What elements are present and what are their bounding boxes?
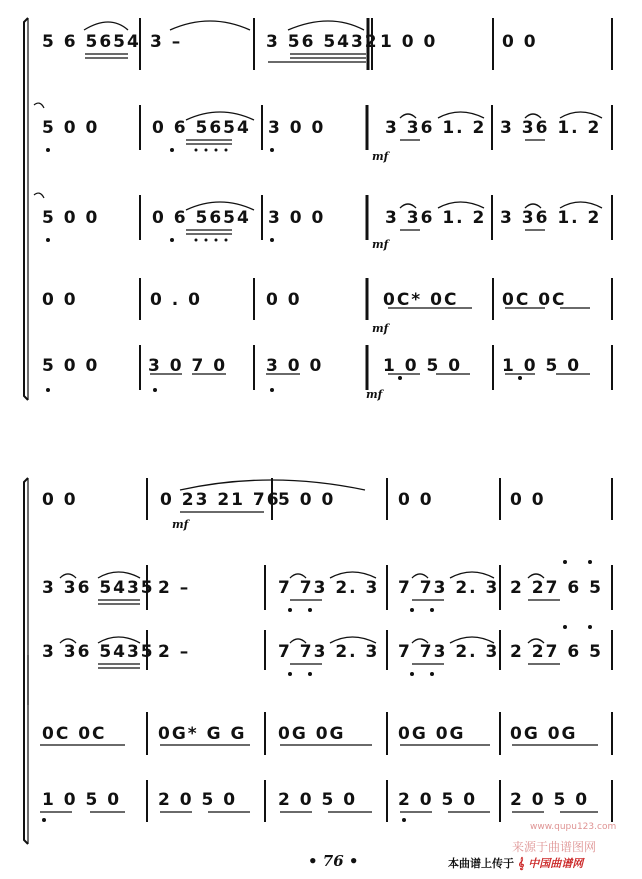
- s1-staff2-m3: 3 0 0: [268, 118, 326, 138]
- s2-staff2-m4: 7 73 2. 3: [398, 578, 500, 598]
- s2-staff2-m5: 2 27 6 5: [510, 578, 603, 598]
- s1-dynamic: mf: [366, 388, 383, 401]
- s2-dynamic: mf: [172, 518, 189, 531]
- s1-staff3-m2: 0 6 5654: [152, 208, 251, 228]
- s1-staff3-m1: 5 0 0: [42, 208, 100, 228]
- footer-note-text: 本曲谱上传于: [448, 857, 514, 870]
- page-number: • 76 •: [308, 852, 359, 870]
- s1-staff2-m4: 3 36 1. 2: [385, 118, 487, 138]
- s1-staff5-m2: 3 0 7 0: [148, 356, 228, 376]
- s2-staff5-m3: 2 0 5 0: [278, 790, 358, 810]
- s2-staff5-m2: 2 0 5 0: [158, 790, 238, 810]
- s2-staff3-m4: 7 73 2. 3: [398, 642, 500, 662]
- s2-staff5-m5: 2 0 5 0: [510, 790, 590, 810]
- s1-staff4-m1: 0 0: [42, 290, 78, 310]
- s1-staff5-m5: 1 0 5 0: [502, 356, 582, 376]
- s2-staff2-m1: 3 36 5435: [42, 578, 155, 598]
- s1-staff3-m5: 3 36 1. 2: [500, 208, 602, 228]
- s1-staff5-m4: 1 0 5 0: [383, 356, 463, 376]
- s2-staff4-m2: 0G* G G: [158, 724, 247, 744]
- treble-clef-icon: 𝄞: [517, 857, 525, 870]
- s1-dynamic: mf: [372, 238, 389, 251]
- s1-staff2-m2: 0 6 5654: [152, 118, 251, 138]
- s1-dynamic: mf: [372, 150, 389, 163]
- s1-staff1-m2: 3 –: [150, 32, 183, 52]
- watermark-line1: 来源于曲谱图网: [512, 840, 597, 854]
- s1-dynamic: mf: [372, 322, 389, 335]
- s2-staff1-m2: 0 23 21 76: [160, 490, 281, 510]
- s1-staff4-m2: 0 . 0: [150, 290, 202, 310]
- s2-staff2-m2: 2 –: [158, 578, 191, 598]
- s1-staff2-m1: 5 0 0: [42, 118, 100, 138]
- s2-staff5-m4: 2 0 5 0: [398, 790, 478, 810]
- s2-staff1-m4: 0 0: [398, 490, 434, 510]
- s2-staff3-m1: 3 36 5435: [42, 642, 155, 662]
- s2-staff5-m1: 1 0 5 0: [42, 790, 122, 810]
- s2-staff4-m5: 0G 0G: [510, 724, 578, 744]
- s2-staff3-m2: 2 –: [158, 642, 191, 662]
- s1-staff4-m3: 0 0: [266, 290, 302, 310]
- s2-staff4-m3: 0G 0G: [278, 724, 346, 744]
- watermark-line2: www.qupu123.com: [530, 822, 617, 832]
- s1-staff1-m1: 5 6 5654: [42, 32, 141, 52]
- s2-staff1-m5: 0 0: [510, 490, 546, 510]
- brand-name: 中国曲谱网: [528, 857, 584, 870]
- s2-staff4-m1: 0C 0C: [42, 724, 107, 744]
- s2-staff4-m4: 0G 0G: [398, 724, 466, 744]
- s1-staff5-m3: 3 0 0: [266, 356, 324, 376]
- s1-staff4-m4: 0C* 0C: [383, 290, 459, 310]
- s1-staff2-m5: 3 36 1. 2: [500, 118, 602, 138]
- s1-staff3-m4: 3 36 1. 2: [385, 208, 487, 228]
- s1-staff1-m4: 1 0 0: [380, 32, 438, 52]
- s2-staff3-m5: 2 27 6 5: [510, 642, 603, 662]
- s2-staff3-m3: 7 73 2. 3: [278, 642, 380, 662]
- s1-staff5-m1: 5 0 0: [42, 356, 100, 376]
- s1-staff1-m3: 3 56 5432: [266, 32, 379, 52]
- s1-staff3-m3: 3 0 0: [268, 208, 326, 228]
- s1-staff1-m5: 0 0: [502, 32, 538, 52]
- footer-note: [448, 855, 583, 871]
- s1-staff4-m5: 0C 0C: [502, 290, 567, 310]
- s2-staff2-m3: 7 73 2. 3: [278, 578, 380, 598]
- s2-staff1-m1: 0 0: [42, 490, 78, 510]
- s2-staff1-m3: 5 0 0: [278, 490, 336, 510]
